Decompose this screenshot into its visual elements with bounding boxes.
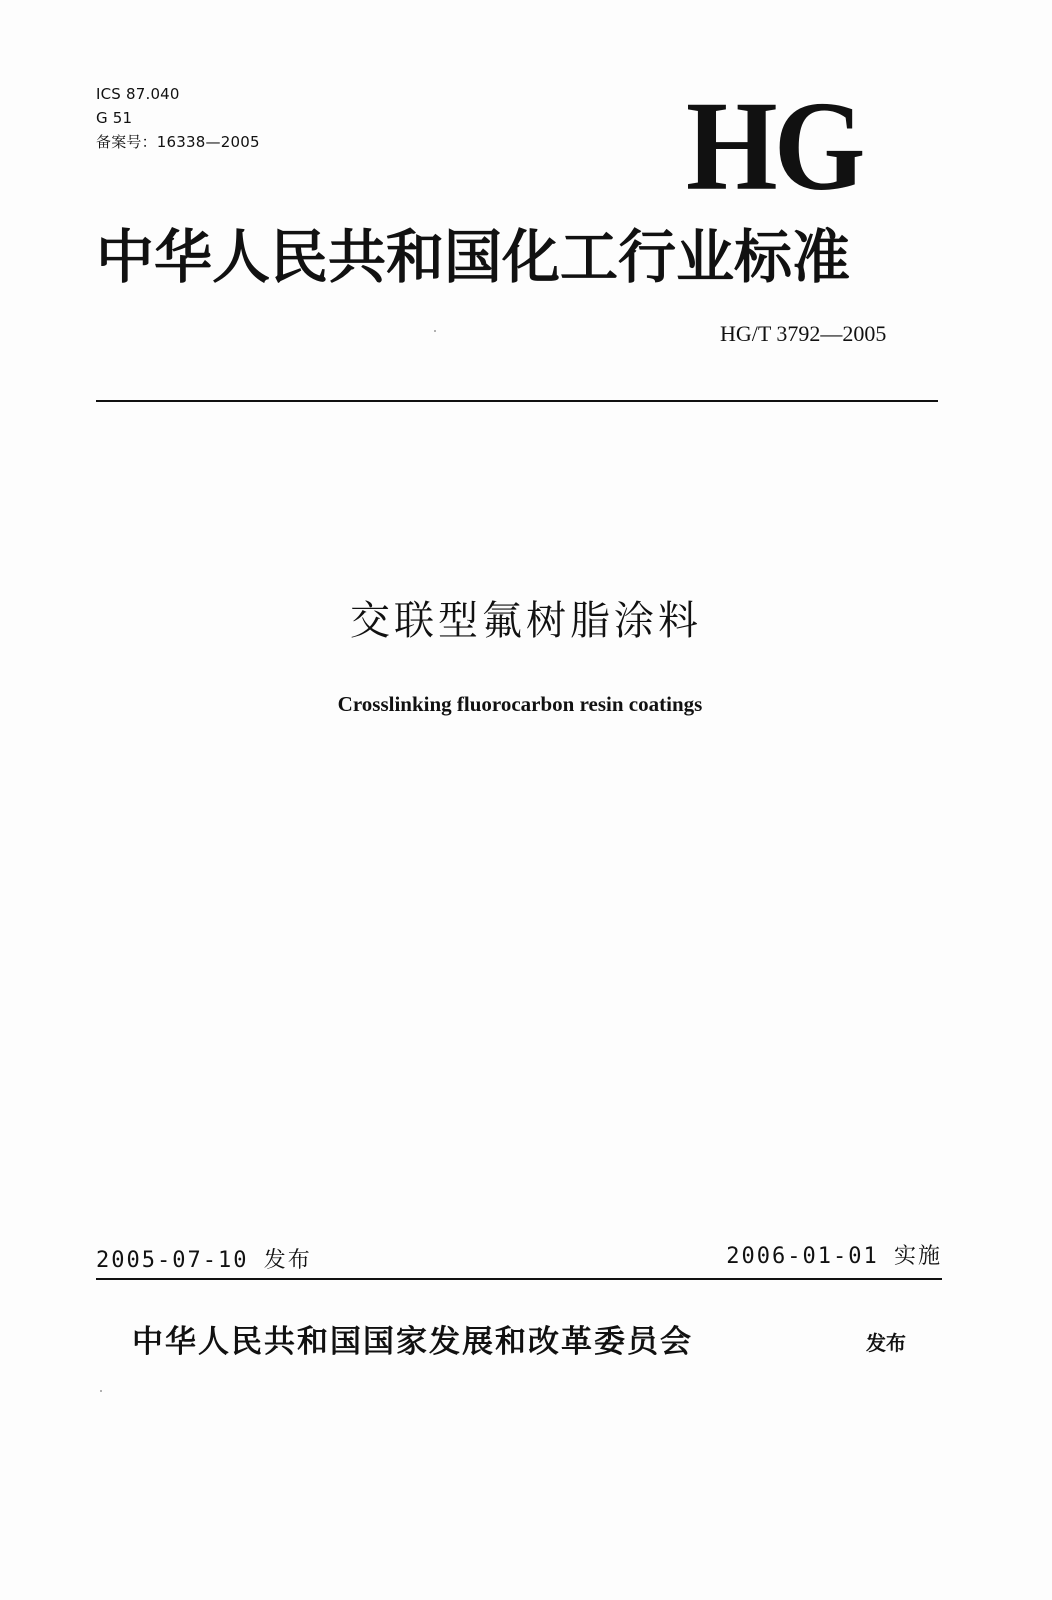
top-divider <box>96 400 938 402</box>
publisher-suffix: 发布 <box>866 1331 906 1355</box>
implementation-date: 2006-01-01 实施 <box>726 1244 942 1269</box>
classification-block <box>96 82 260 154</box>
document-title-english: Crosslinking fluorocarbon resin coatings <box>337 692 703 716</box>
standard-number: HG/T 3792—2005 <box>720 321 887 346</box>
publisher-name: 中华人民共和国国家发展和改革委员会 <box>132 1324 693 1360</box>
bottom-divider <box>96 1278 942 1280</box>
filing-number: 备案号：16338—2005 <box>96 133 260 151</box>
standard-type-heading: 中华人民共和国化工行业标准 <box>96 223 851 291</box>
hg-logo: HG <box>686 75 862 217</box>
ccs-code: G 51 <box>96 109 133 127</box>
ics-code: ICS 87.040 <box>96 85 180 103</box>
issue-date: 2005-07-10 发布 <box>96 1248 312 1273</box>
scan-speck <box>434 330 436 332</box>
document-title-chinese: 交联型氟树脂涂料 <box>350 598 702 644</box>
scan-speck <box>100 1390 102 1392</box>
